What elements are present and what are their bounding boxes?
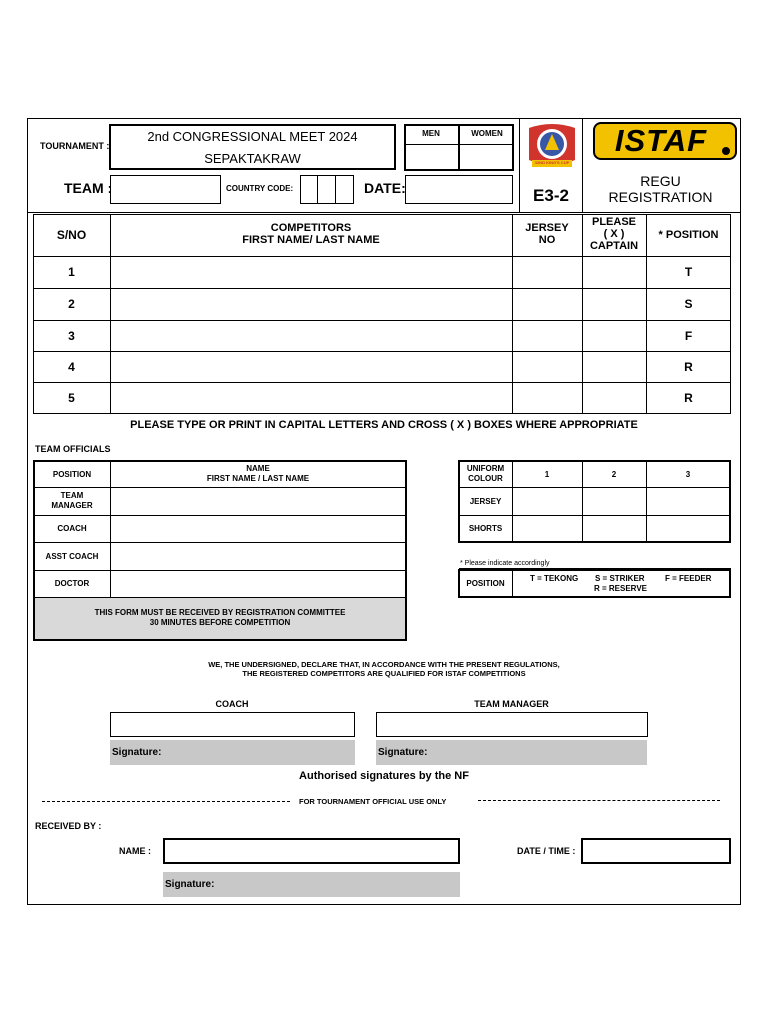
tournament-name-line2: SEPAKTAKRAW (204, 151, 301, 166)
istaf-logo-text: ISTAF (614, 123, 708, 158)
col-header-jersey-line1: JERSEY (525, 222, 569, 234)
country-code-input-1[interactable] (300, 175, 318, 204)
official-team-manager-input[interactable] (111, 488, 405, 515)
col-header-competitors (110, 214, 512, 256)
legend-divider (512, 570, 513, 597)
row-2-name-input[interactable] (111, 289, 511, 319)
row-5-name-input[interactable] (111, 383, 511, 413)
tournament-name-line1: 2nd CONGRESSIONAL MEET 2024 (147, 129, 358, 144)
notice-line1: THIS FORM MUST BE RECEIVED BY REGISTRATION COMMITTEE (94, 608, 346, 617)
date-label: DATE: (364, 180, 406, 196)
shorts-colour-2-input[interactable] (583, 516, 646, 541)
manager-signature-field[interactable]: Signature: (376, 740, 647, 765)
date-time-input[interactable] (581, 838, 731, 864)
row-3-name-input[interactable] (111, 321, 511, 350)
declaration-line2: THE REGISTERED COMPETITORS ARE QUALIFIED FOR ISTAF COMPETITIONS (242, 669, 526, 678)
official-use-text: FOR TOURNAMENT OFFICIAL USE ONLY (299, 797, 447, 806)
row-1-name-input[interactable] (111, 257, 511, 287)
jersey-colour-1-input[interactable] (513, 488, 582, 515)
gender-hline (404, 144, 514, 145)
row-3-jersey-input[interactable] (513, 321, 581, 350)
jersey-colour-3-input[interactable] (647, 488, 729, 515)
col-header-captain-line1: PLEASE (591, 216, 636, 228)
team-input[interactable] (110, 175, 221, 204)
col-header-jersey-line2: NO (538, 234, 556, 246)
row-3-captain-checkbox[interactable] (583, 321, 645, 350)
row-4-captain-checkbox[interactable] (583, 352, 645, 381)
legend-striker: S = STRIKER (595, 574, 645, 583)
col-header-captain-line3: CAPTAIN (589, 240, 639, 252)
official-doctor-input[interactable] (111, 571, 405, 597)
col-header-captain (582, 214, 646, 256)
uniform-row-jersey: JERSEY (469, 496, 502, 506)
row-3-position: F (684, 328, 693, 343)
uniform-header-line2: COLOUR (468, 474, 503, 483)
received-signature-field[interactable]: Signature: (163, 872, 460, 897)
row-2-sno: 2 (68, 297, 75, 311)
official-team-manager-line1: TEAM (60, 491, 84, 500)
team-officials-title: TEAM OFFICIALS (35, 444, 111, 454)
row-5-jersey-input[interactable] (513, 383, 581, 413)
col-header-captain-line2: ( X ) (603, 228, 625, 240)
official-asst-coach-input[interactable] (111, 543, 405, 570)
received-by-label: RECEIVED BY : (35, 821, 102, 831)
official-doctor-label: DOCTOR (54, 579, 90, 588)
col-header-position: * POSITION (658, 229, 719, 241)
registration-notice (35, 598, 405, 639)
manager-signature-title: TEAM MANAGER (474, 699, 549, 709)
received-name-input[interactable] (163, 838, 460, 864)
form-title-line1: REGU (640, 173, 681, 189)
team-label: TEAM : (64, 180, 113, 196)
country-code-input-3[interactable] (335, 175, 354, 204)
row-1-position: T (684, 265, 693, 279)
officials-header-name (110, 461, 406, 487)
col-header-competitors-line1: COMPETITORS (270, 222, 352, 234)
instruction-text: PLEASE TYPE OR PRINT IN CAPITAL LETTERS AND CROSS ( X ) BOXES WHERE APPROPRIATE (130, 419, 638, 431)
legend-tekong: T = TEKONG (530, 574, 579, 583)
row-1-sno: 1 (68, 265, 75, 279)
col-header-sno: S/NO (56, 228, 87, 242)
coach-name-input[interactable] (110, 712, 355, 737)
row-1-captain-checkbox[interactable] (583, 257, 645, 287)
form-code: E3-2 (533, 186, 569, 205)
form-title-line2: REGISTRATION (608, 189, 713, 205)
row-1-jersey-input[interactable] (513, 257, 581, 287)
women-checkbox[interactable] (460, 146, 512, 169)
notice-line2: 30 MINUTES BEFORE COMPETITION (149, 618, 291, 627)
tournament-label: TOURNAMENT : (40, 141, 110, 151)
authorised-signatures-text: Authorised signatures by the NF (299, 770, 469, 782)
row-4-jersey-input[interactable] (513, 352, 581, 381)
legend-label: POSITION (466, 579, 505, 588)
declaration-line1: WE, THE UNDERSIGNED, DECLARE THAT, IN ACCORDANCE WITH THE PRESENT REGULATIONS, (208, 660, 560, 669)
row-2-position: S (684, 297, 693, 311)
divider-right (478, 800, 720, 801)
official-team-manager-line2: MANAGER (51, 501, 93, 510)
shorts-colour-1-input[interactable] (513, 516, 582, 541)
date-input[interactable] (405, 175, 513, 204)
men-checkbox[interactable] (406, 146, 458, 169)
official-coach-input[interactable] (111, 516, 405, 542)
country-code-input-2[interactable] (317, 175, 336, 204)
row-2-captain-checkbox[interactable] (583, 289, 645, 319)
row-2-jersey-input[interactable] (513, 289, 581, 319)
row-3-sno: 3 (68, 328, 75, 343)
legend-reserve: R = RESERVE (594, 584, 647, 593)
col-header-jersey (512, 214, 582, 256)
uniform-note: * Please indicate accordingly (460, 560, 550, 567)
coach-signature-field[interactable]: Signature: (110, 740, 355, 765)
row-4-name-input[interactable] (111, 352, 511, 381)
jersey-colour-2-input[interactable] (583, 488, 646, 515)
uniform-col-3: 3 (685, 469, 691, 479)
officials-header-name-line2: FIRST NAME / LAST NAME (206, 474, 310, 483)
row-5-sno: 5 (68, 391, 75, 405)
legend-feeder: F = FEEDER (665, 574, 712, 583)
row-4-position: R (684, 359, 693, 374)
header-bottom-line (27, 212, 741, 213)
shorts-colour-3-input[interactable] (647, 516, 729, 541)
uniform-col-1: 1 (544, 469, 550, 479)
istaf-logo (593, 122, 737, 160)
row-5-captain-checkbox[interactable] (583, 383, 645, 413)
uniform-col-2: 2 (611, 469, 617, 479)
officials-header-name-line1: NAME (246, 464, 270, 473)
uniform-header-line1: UNIFORM (466, 464, 505, 473)
row-4-sno: 4 (68, 359, 75, 374)
uniform-row-shorts: SHORTS (468, 524, 503, 533)
officials-header-position: POSITION (52, 469, 92, 479)
women-label: WOMEN (471, 129, 503, 138)
official-asst-coach-label: ASST COACH (45, 551, 99, 561)
official-coach-label: COACH (57, 524, 87, 533)
received-name-label: NAME : (119, 846, 151, 856)
badge-text: 32ND KING'S CUP (534, 160, 570, 165)
kings-cup-badge (525, 122, 579, 170)
manager-name-input[interactable] (376, 712, 648, 737)
official-team-manager-label (34, 487, 110, 515)
col-header-competitors-line2: FIRST NAME/ LAST NAME (242, 234, 380, 246)
men-label: MEN (422, 129, 440, 138)
tournament-name-field[interactable] (109, 124, 396, 170)
date-time-label: DATE / TIME : (517, 846, 576, 856)
coach-signature-title: COACH (215, 699, 249, 709)
uniform-header (459, 461, 512, 487)
row-5-position: R (684, 391, 693, 405)
divider-left (42, 801, 290, 802)
country-code-label: COUNTRY CODE: (226, 184, 294, 193)
